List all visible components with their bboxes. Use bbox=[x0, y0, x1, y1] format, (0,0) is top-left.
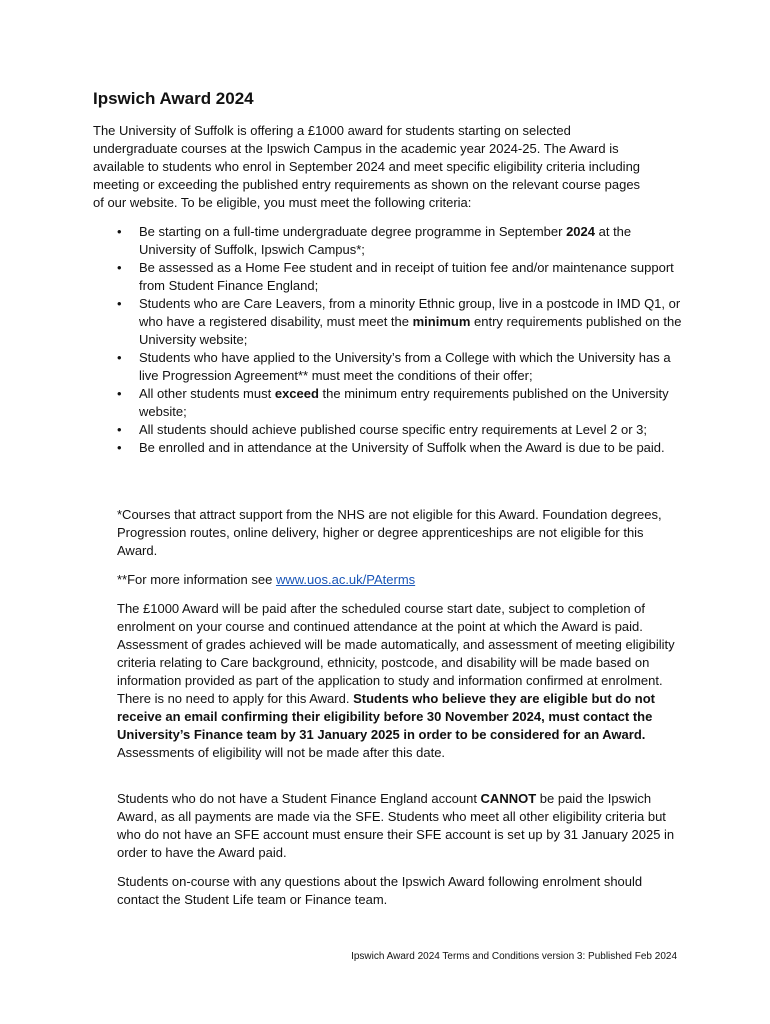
payment-text: The £1000 Award will be paid after the scheduled course start date, subject to completion of enrolment on your course and continued attendance at the point at which the Award is paid. Assessment of grades achieved will be made automatically, and assessment of meeting eligibility criteria relating to Care background, ethnicity, postcode, and disability will be made based on information provided as part of the application to study and information confirmed at enrolment. There is no need to apply for this Award. bbox=[117, 601, 675, 706]
criterion-text: entry requirements published on the University website; bbox=[139, 314, 682, 347]
criterion-text: at the University of Suffolk, Ipswich Campus*; bbox=[139, 224, 632, 257]
criterion-bold-text: minimum bbox=[412, 314, 471, 329]
bullet-icon: • bbox=[117, 350, 122, 365]
bullet-icon: • bbox=[117, 296, 122, 311]
criterion-text: All students should achieve published course specific entry requirements at Level 2 or 3; bbox=[139, 422, 648, 437]
payment-deadline-bold-text: Students who believe they are eligible but do not receive an email confirming their eligibility before 30 November 2024, must contact the University’s Finance team by 31 January 2025 in order to be considered for an Award. bbox=[117, 691, 656, 742]
sfe-after-text: be paid the Ipswich Award, as all payments are made via the SFE. Students who meet all other eligibility criteria but who do not have an SFE account must ensure their SFE account is set up by 31 January 2025 in order to have the Award paid. bbox=[117, 791, 675, 860]
criterion-bold-text: exceed bbox=[274, 386, 319, 401]
list-item bbox=[117, 295, 687, 349]
criterion-text: All other students must bbox=[139, 386, 275, 401]
criterion-bold-text: 2024 bbox=[566, 224, 595, 239]
list-item bbox=[117, 259, 687, 295]
criterion-text: Students who have applied to the University’s from a College with which the University has a live Progression Agreement** must meet the conditions of their offer; bbox=[139, 350, 671, 383]
criterion-text: Be starting on a full-time undergraduate degree programme in September bbox=[139, 224, 567, 239]
bullet-icon: • bbox=[117, 260, 122, 275]
eligibility-criteria-list bbox=[117, 223, 687, 457]
page-title: Ipswich Award 2024 bbox=[93, 89, 254, 108]
pa-terms-link[interactable]: www.uos.ac.uk/PAterms bbox=[275, 572, 416, 587]
list-item bbox=[117, 439, 687, 457]
criterion-text: Be enrolled and in attendance at the University of Suffolk when the Award is due to be paid. bbox=[139, 440, 665, 455]
list-item bbox=[117, 223, 687, 259]
bullet-icon: • bbox=[117, 440, 122, 455]
courses-footnote: *Courses that attract support from the NHS are not eligible for this Award. Foundation degrees, Progression routes, online delivery, higher or degree apprenticeships are not eligible for this Award. bbox=[117, 507, 662, 558]
criterion-text: Students who are Care Leavers, from a minority Ethnic group, live in a postcode in IMD Q1, or who have a registered disability, must meet the bbox=[139, 296, 681, 329]
list-item bbox=[117, 385, 687, 421]
criterion-text: Be assessed as a Home Fee student and in receipt of tuition fee and/or maintenance support from Student Finance England; bbox=[139, 260, 674, 293]
bullet-icon: • bbox=[117, 386, 122, 401]
oncourse-paragraph: Students on-course with any questions about the Ipswich Award following enrolment should contact the Student Life team or Finance team. bbox=[117, 874, 643, 907]
sfe-text: Students who do not have a Student Finance England account bbox=[117, 791, 481, 806]
payment-paragraph bbox=[117, 600, 677, 762]
bullet-icon: • bbox=[117, 224, 122, 239]
sfe-paragraph bbox=[117, 790, 677, 862]
payment-after-text: Assessments of eligibility will not be made after this date. bbox=[117, 745, 446, 760]
info-footnote-text: **For more information see bbox=[117, 572, 276, 587]
page-footer: Ipswich Award 2024 Terms and Conditions version 3: Published Feb 2024 bbox=[351, 951, 677, 962]
intro-paragraph: The University of Suffolk is offering a £1000 award for students starting on selected undergraduate courses at the Ipswich Campus in the academic year 2024-25. The Award is available to students who enrol in September 2024 and meet specific eligibility criteria including meeting or exceeding the published entry requirements as shown on the relevant course pages of our website. To be eligible, you must meet the following criteria: bbox=[93, 123, 641, 210]
list-item bbox=[117, 349, 687, 385]
sfe-bold-text: CANNOT bbox=[480, 791, 537, 806]
info-footnote bbox=[117, 571, 677, 589]
bullet-icon: • bbox=[117, 422, 122, 437]
list-item bbox=[117, 421, 687, 439]
criterion-text: the minimum entry requirements published on the University website; bbox=[139, 386, 669, 419]
